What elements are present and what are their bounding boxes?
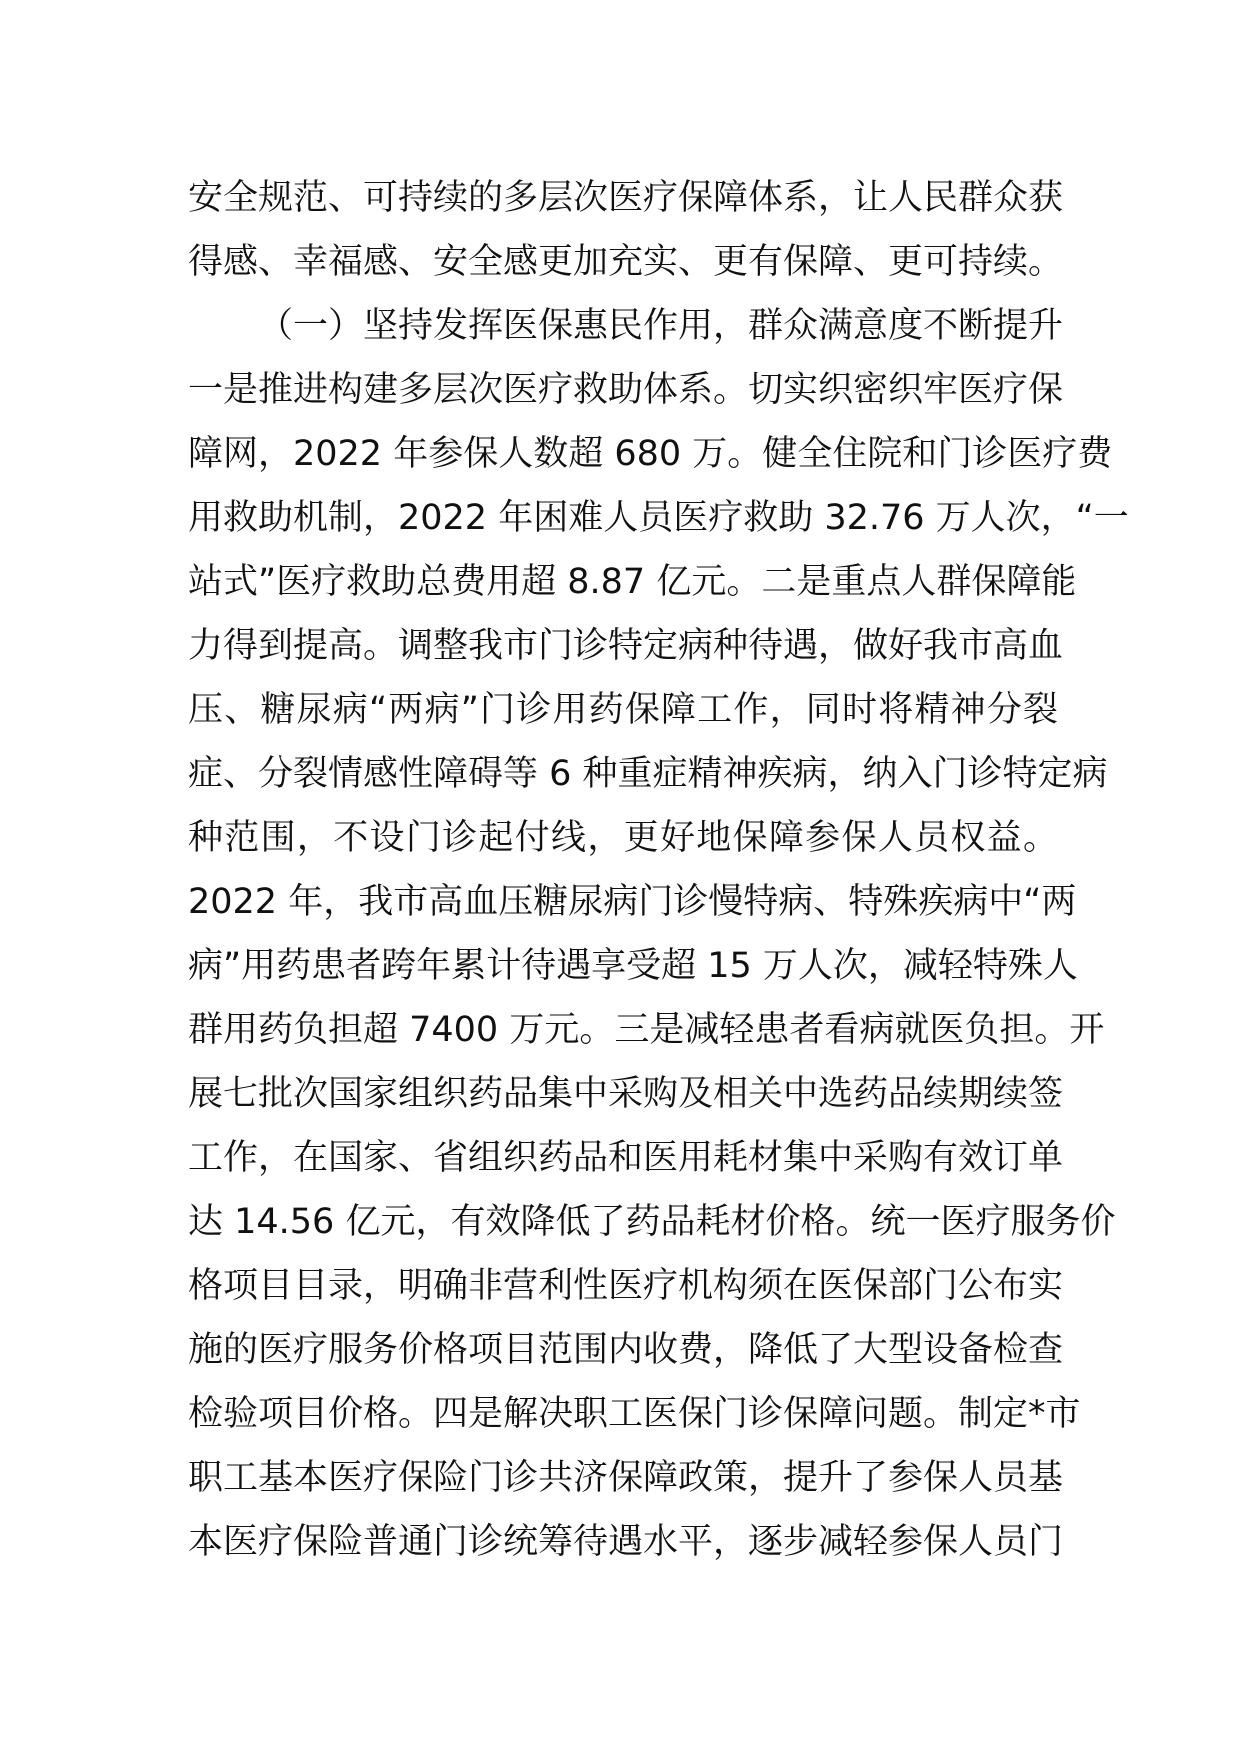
text-line: 安全规范、可持续的多层次医疗保障体系，让人民群众获	[188, 178, 1064, 218]
text-line: 一是推进构建多层次医疗救助体系。切实织密织牢医疗保	[188, 370, 1064, 410]
text-line: 群用药负担超 7400 万元。三是减轻患者看病就医负担。开	[188, 1010, 1105, 1050]
text-line: 障网，2022 年参保人数超 680 万。健全住院和门诊医疗费	[188, 434, 1113, 474]
text-line: 得感、幸福感、安全感更加充实、更有保障、更可持续。	[188, 242, 1064, 282]
text-line: 站式”医疗救助总费用超 8.87 亿元。二是重点人群保障能	[188, 562, 1077, 602]
text-line: 本医疗保险普通门诊统筹待遇水平，逐步减轻参保人员门	[188, 1522, 1064, 1562]
text-line: 种范围，不设门诊起付线，更好地保障参保人员权益。	[188, 818, 1058, 858]
text-line: 工作，在国家、省组织药品和医用耗材集中采购有效订单	[188, 1138, 1064, 1178]
section-heading: （一）坚持发挥医保惠民作用，群众满意度不断提升	[258, 306, 1064, 346]
text-line: 检验项目价格。四是解决职工医保门诊保障问题。制定*市	[188, 1394, 1081, 1434]
text-line: 达 14.56 亿元，有效降低了药品耗材价格。统一医疗服务价	[188, 1202, 1116, 1242]
text-line: 用救助机制，2022 年困难人员医疗救助 32.76 万人次，“一	[188, 498, 1129, 538]
text-line: 压、糖尿病“两病”门诊用药保障工作，同时将精神分裂	[188, 690, 1058, 730]
text-line: 力得到提高。调整我市门诊特定病种待遇，做好我市高血	[188, 626, 1064, 666]
text-line: 施的医疗服务价格项目范围内收费，降低了大型设备检查	[188, 1330, 1064, 1370]
text-line: 2022 年，我市高血压糖尿病门诊慢特病、特殊疾病中“两	[188, 882, 1077, 922]
text-line: 职工基本医疗保险门诊共济保障政策，提升了参保人员基	[188, 1458, 1064, 1498]
text-line: 展七批次国家组织药品集中采购及相关中选药品续期续签	[188, 1074, 1064, 1114]
text-line: 病”用药患者跨年累计待遇享受超 15 万人次，减轻特殊人	[188, 946, 1078, 986]
text-line: 症、分裂情感性障碍等 6 种重症精神疾病，纳入门诊特定病	[188, 754, 1108, 794]
text-line: 格项目目录，明确非营利性医疗机构须在医保部门公布实	[188, 1266, 1064, 1306]
